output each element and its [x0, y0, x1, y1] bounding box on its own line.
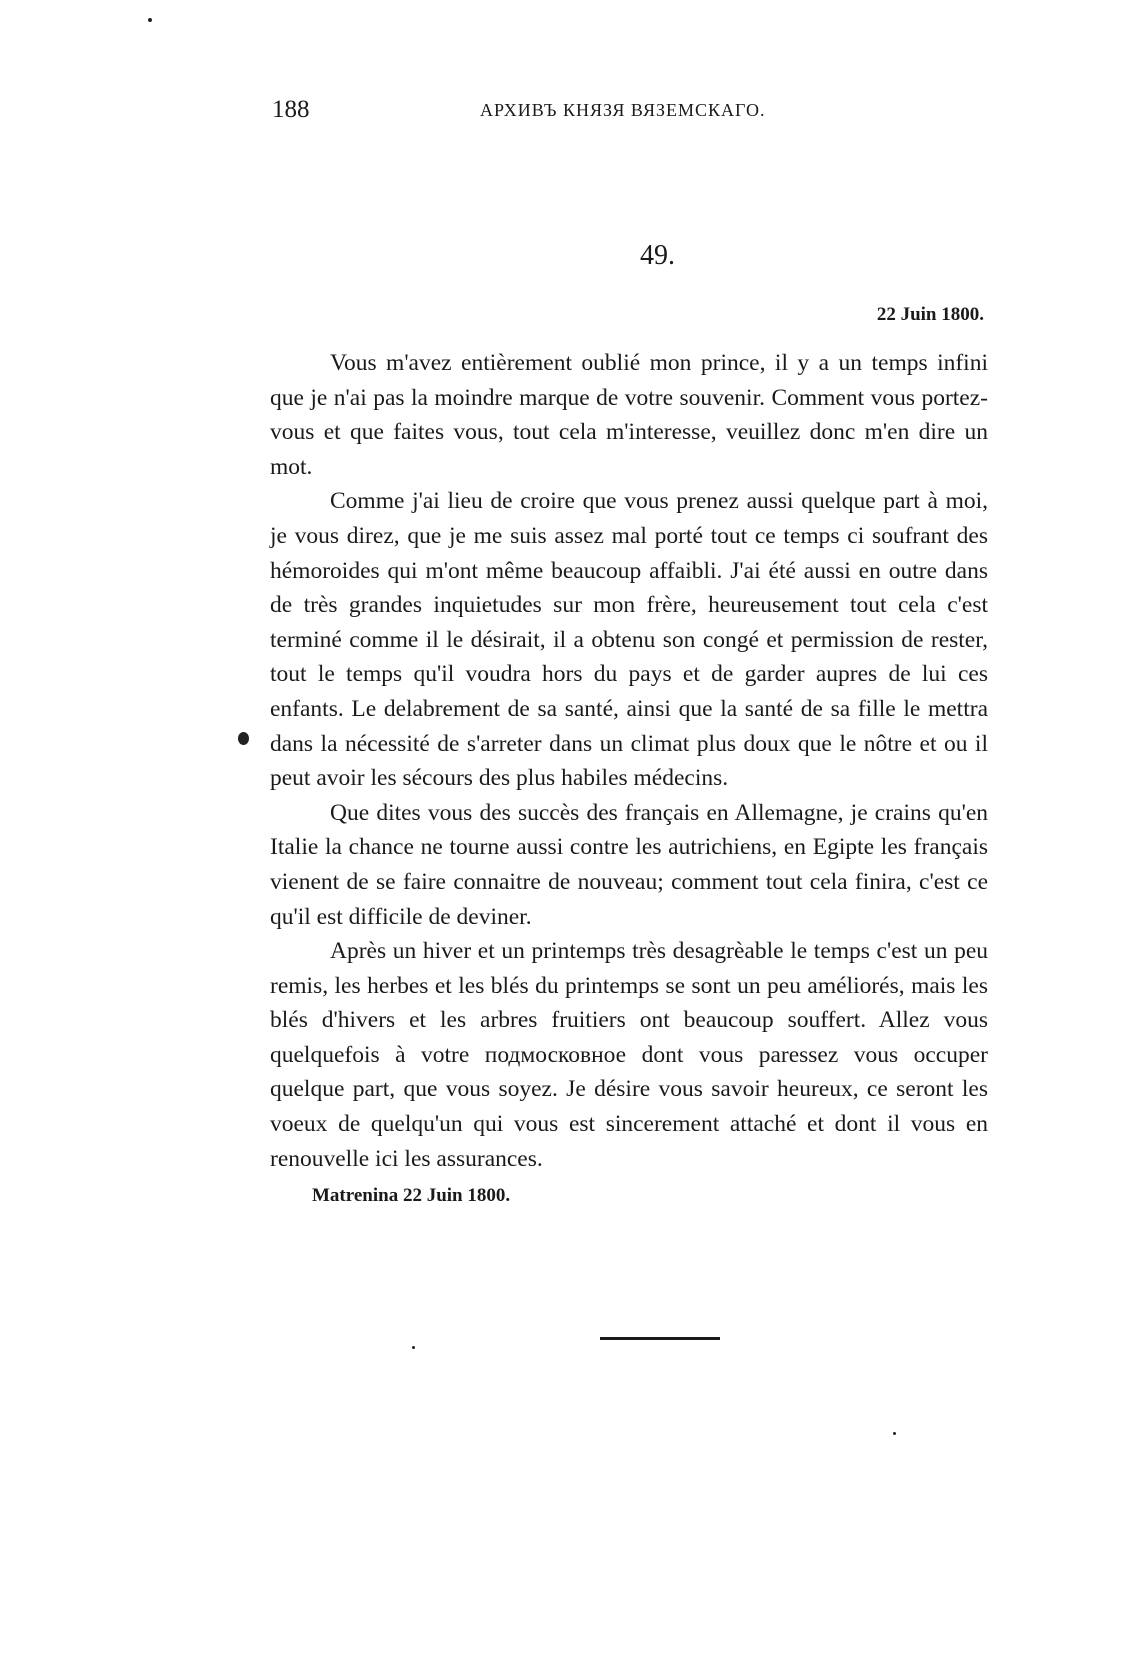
page-number: 188 [272, 96, 310, 123]
letter-body [270, 346, 988, 1216]
letter-date: 22 Juin 1800. [876, 304, 984, 325]
paragraph: Après un hiver et un printemps très desagrèable le temps c'est un peu remis, les herbes et les blés du printemps se sont un peu améliorés, mais les blés d'hivers et les arbres fruitiers ont beaucoup souffert. Allez vous quelquefois à votre подмосковное dont vous paressez vous occuper quelque part, que vous soyez. Je désire vous savoir heureux, ce seront les voeux de quelqu'un qui vous est sincerement attaché et dont il vous en renouvelle ici les assurances. [270, 938, 988, 1172]
running-head [272, 96, 832, 132]
letter-number: 49. [640, 240, 675, 271]
paragraph: Que dites vous des succès des français en Allemagne, je crains qu'en Italie la chance ne tourne aussi contre les autrichiens, en Egipte les français vienent de se faire connaitre de nouveau; comment tout cela finira, c'est ce qu'il est difficile de deviner. [270, 799, 988, 930]
end-rule [600, 1337, 720, 1340]
scan-speck [412, 1346, 415, 1349]
paragraph: Comme j'ai lieu de croire que vous prenez aussi quelque part à moi, je vous direz, que je me suis assez mal porté tout ce temps ci soufrant des hémoroides qui m'ont même beaucoup affaibli. J'ai été aussi en outre dans de très grandes inquietudes sur mon frère, heureusement tout cela c'est terminé comme il le désirait, il a obtenu son congé et permission de rester, tout le temps qu'il voudra hors du pays et de garder aupres de lui ces enfants. Le delabrement de sa santé, ainsi que la santé de sa fille le mettra dans la nécessité de s'arreter dans un climat plus doux que le nôtre et ou il peut avoir les sécours des plus habiles médecins. [270, 488, 988, 792]
scan-speck [238, 732, 249, 745]
running-title: АРХИВЪ КНЯЗЯ ВЯЗЕМСКАГО. [480, 100, 766, 120]
signature-line: Matrenina 22 Juin 1800. [312, 1185, 511, 1207]
scan-speck [148, 18, 152, 22]
paragraph: Vous m'avez entièrement oublié mon prince, il y a un temps infini que je n'ai pas la moindre marque de votre souvenir. Comment vous portez-vous et que faites vous, tout cela m'interesse, veuillez donc m'en dire un mot. [270, 350, 988, 480]
scan-speck [893, 1432, 896, 1435]
